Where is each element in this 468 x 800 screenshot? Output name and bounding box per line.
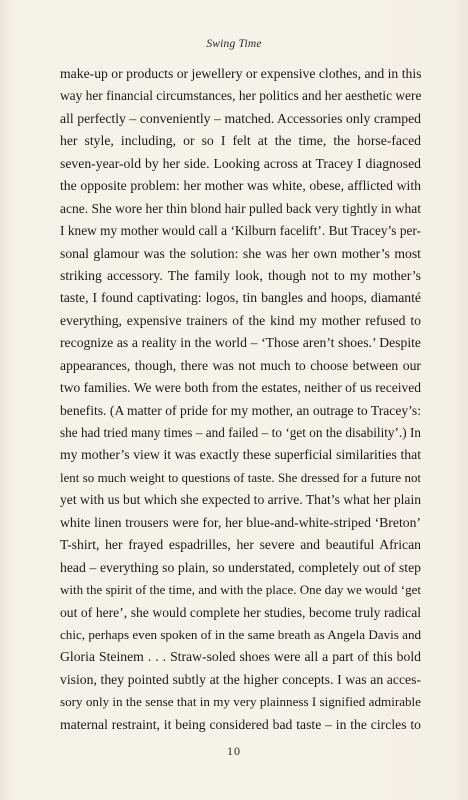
running-head: Swing Time bbox=[206, 38, 262, 50]
text-line: taste, I found captivating: logos, tin bangles and hoops, diamanté bbox=[60, 290, 421, 306]
text-line: make-up or products or jewellery or expensive clothes, and in this bbox=[60, 66, 421, 81]
text-line: Gloria Steinem . . . Straw-soled shoes were all a part of this bold bbox=[60, 649, 421, 665]
text-line: acne. She wore her thin blond hair pulled back very tightly in what bbox=[60, 200, 421, 216]
text-line: striking accessory. The family look, though not to my mother’s bbox=[60, 267, 421, 283]
text-line: chic, perhaps even spoken of in the same breath as Angela Davis and bbox=[60, 626, 421, 642]
text-line: white linen trousers were for, her blue-and-white-striped ‘Breton’ bbox=[60, 514, 421, 530]
text-line: seven-year-old by her side. Looking across at Tracey I diagnosed bbox=[60, 155, 421, 171]
text-line: maternal restraint, it being considered bad taste – in the circles to bbox=[60, 716, 421, 732]
text-line: lent so much weight to questions of taste. She dressed for a future not bbox=[60, 470, 421, 485]
text-line: benefits. (A matter of pride for my mother, an outrage to Tracey’s: bbox=[60, 402, 421, 418]
text-line: everything, expensive trainers of the kind my mother refused to bbox=[60, 312, 421, 328]
text-line: two families. We were both from the estates, neither of us received bbox=[60, 380, 421, 396]
text-line: I knew my mother would call a ‘Kilburn facelift’. But Tracey’s per- bbox=[60, 223, 421, 239]
text-line: way her financial circumstances, her politics and her aesthetic were bbox=[60, 88, 421, 104]
text-line: the opposite problem: her mother was white, obese, afflicted with bbox=[60, 178, 421, 194]
page-number: 10 bbox=[227, 744, 241, 758]
text-line: all perfectly – conveniently – matched. Accessories only cramped bbox=[60, 110, 421, 126]
text-line: her style, including, or so I felt at the time, the horse-faced bbox=[60, 133, 421, 149]
text-line: with the spirit of the time, and with the place. One day we would ‘get bbox=[60, 582, 421, 598]
text-line: yet with us but which she expected to arrive. That’s what her plain bbox=[60, 492, 421, 508]
text-line: out of here’, she would complete her studies, become truly radical bbox=[60, 604, 421, 620]
text-line: appearances, though, there was not much to choose between our bbox=[60, 357, 421, 373]
text-line: vision, they pointed subtly at the higher concepts. I was an acces- bbox=[60, 671, 421, 687]
text-line: sonal glamour was the solution: she was her own mother’s most bbox=[60, 245, 421, 261]
body-text bbox=[60, 63, 421, 736]
text-line: recognize as a reality in the world – ‘Those aren’t shoes.’ Despite bbox=[60, 335, 421, 351]
text-line: sory only in the sense that in my very plainness I signified admirable bbox=[60, 694, 421, 710]
text-line: my mother’s view it was exactly these superficial similarities that bbox=[60, 447, 421, 463]
text-line: T-shirt, her frayed espadrilles, her severe and beautiful African bbox=[60, 537, 421, 553]
text-line: she had tried many times – and failed – to ‘get on the disability’.) In bbox=[60, 425, 421, 440]
text-line: head – everything so plain, so understated, completely out of step bbox=[60, 559, 421, 575]
